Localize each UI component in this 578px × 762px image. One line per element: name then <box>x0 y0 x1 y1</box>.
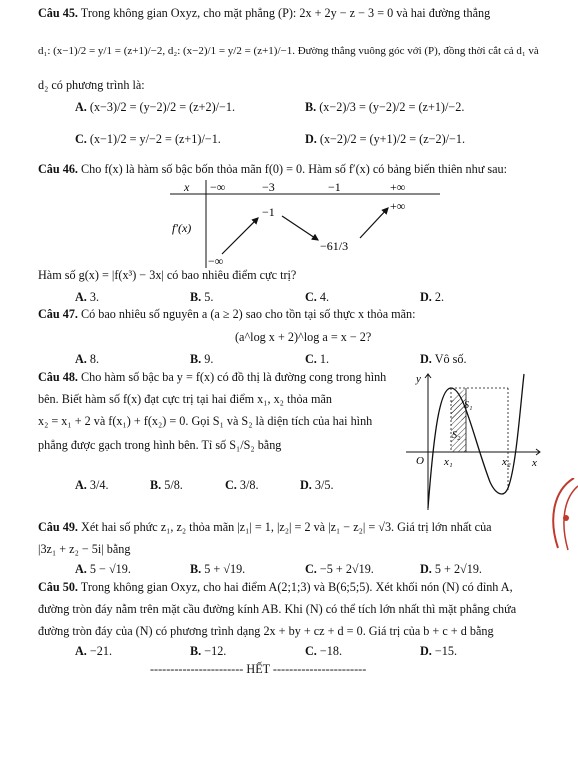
q47-option-b[interactable] <box>190 352 213 367</box>
q48-line3: x₂ = x₁ + 2 và f(x₁) + f(x₂) = 0. Gọi S₁ và S₂ là diện tích của hai hình <box>38 414 373 428</box>
q50-option-b[interactable] <box>190 644 226 659</box>
q47-line1 <box>38 307 416 322</box>
q46-line1 <box>38 162 507 177</box>
q46-option-a[interactable] <box>75 290 99 305</box>
q46-text1: Cho f(x) là hàm số bậc bốn thỏa mãn f(0) = 0. Hàm số f′(x) có bảng biến thiên như sau: <box>81 162 508 176</box>
option-text: −5 + 2√19. <box>319 562 374 576</box>
red-stamp-icon <box>544 478 578 558</box>
option-text: 3. <box>89 290 100 304</box>
table-local-max: −1 <box>262 205 275 219</box>
option-label: B. <box>150 478 162 492</box>
option-label: D. <box>420 562 432 576</box>
q49-option-c[interactable] <box>305 562 374 577</box>
option-label: B. <box>190 290 202 304</box>
option-label: C. <box>225 478 237 492</box>
option-text: (x−2)/3 = (y−2)/2 = (z+1)/−2. <box>319 100 465 114</box>
q48-option-c[interactable] <box>225 478 259 493</box>
q49-line2: |3z₁ + z₂ − 5i| bằng <box>38 542 131 556</box>
table-x-neg3: −3 <box>262 180 275 194</box>
table-fprime-label: f′(x) <box>172 221 192 235</box>
q48-label: Câu 48. <box>38 370 78 384</box>
q48-option-b[interactable] <box>150 478 183 493</box>
end-marker: ----------------------- HẾT ----------------------- <box>150 662 367 676</box>
q48-option-a[interactable] <box>75 478 109 493</box>
q45-line2: d₁: (x−1)/2 = y/1 = (z+1)/−2, d₂: (x−2)/1 = y/2 = (z+1)/−1. Đường thẳng vuông góc với (P), đồng thời cắt cả d₁ và <box>38 45 539 57</box>
option-label: D. <box>420 352 432 366</box>
graph-s1-label: S₁ <box>464 400 473 411</box>
q50-line3: đường tròn đáy của (N) có phương trình dạng 2x + by + cz + d = 0. Giá trị của b + c + d bằng <box>38 624 494 638</box>
q47-text1: Có bao nhiêu số nguyên a (a ≥ 2) sao cho tồn tại số thực x thỏa mãn: <box>81 307 416 321</box>
option-text: −12. <box>204 644 227 658</box>
q45-option-a[interactable] <box>75 100 235 115</box>
option-text: 1. <box>319 352 330 366</box>
q49-option-d[interactable] <box>420 562 482 577</box>
option-label: B. <box>190 562 202 576</box>
option-text: (x−3)/2 = (y−2)/2 = (z+2)/−1. <box>89 100 236 114</box>
option-text: 3/4. <box>89 478 109 492</box>
table-x-neg1: −1 <box>328 180 341 194</box>
q45-line3: d₂ có phương trình là: <box>38 78 145 92</box>
option-label: A. <box>75 562 87 576</box>
option-label: B. <box>305 100 317 114</box>
option-label: D. <box>420 644 432 658</box>
q45-line1 <box>38 6 490 21</box>
q45-text1: Trong không gian Oxyz, cho mặt phẳng (P): 2x + 2y − z − 3 = 0 và hai đường thẳng <box>80 6 491 20</box>
option-text: 5 − √19. <box>89 562 131 576</box>
option-label: D. <box>305 132 317 146</box>
option-label: C. <box>305 352 317 366</box>
q50-label: Câu 50. <box>38 580 78 594</box>
option-label: D. <box>300 478 312 492</box>
q45-label: Câu 45. <box>38 6 78 20</box>
q45-option-d[interactable] <box>305 132 465 147</box>
q46-option-c[interactable] <box>305 290 329 305</box>
option-label: D. <box>420 290 432 304</box>
graph-x2-label: x₂ <box>502 456 511 468</box>
q46-label: Câu 46. <box>38 162 78 176</box>
q48-text1: Cho hàm số bậc ba y = f(x) có đồ thị là đường cong trong hình <box>81 370 387 384</box>
q47-equation: (a^log x + 2)^log a = x − 2? <box>235 330 372 344</box>
option-text: (x−2)/2 = (y+1)/2 = (z−2)/−1. <box>319 132 466 146</box>
table-top-right: +∞ <box>390 199 406 213</box>
table-x-neg-inf: −∞ <box>210 180 226 194</box>
table-bottom-left: −∞ <box>208 254 224 268</box>
option-text: 5 + √19. <box>204 562 246 576</box>
table-x-label: x <box>184 180 190 194</box>
q48-line2: bên. Biết hàm số f(x) đạt cực trị tại hai điểm x₁, x₂ thỏa mãn <box>38 392 332 406</box>
q46-option-d[interactable] <box>420 290 444 305</box>
option-label: C. <box>305 644 317 658</box>
q47-option-d[interactable] <box>420 352 467 367</box>
q47-option-a[interactable] <box>75 352 99 367</box>
option-text: 3/5. <box>314 478 334 492</box>
option-label: A. <box>75 100 87 114</box>
q50-option-a[interactable] <box>75 644 112 659</box>
option-text: 9. <box>204 352 214 366</box>
q49-option-a[interactable] <box>75 562 131 577</box>
option-text: 3/8. <box>239 478 259 492</box>
option-label: C. <box>305 290 317 304</box>
option-label: C. <box>305 562 317 576</box>
graph-x-label: x <box>532 457 537 469</box>
table-x-pos-inf: +∞ <box>390 180 406 194</box>
option-text: 5. <box>204 290 214 304</box>
q45-option-c[interactable] <box>75 132 221 147</box>
graph-x1-label: x₁ <box>444 456 453 468</box>
option-label: A. <box>75 644 87 658</box>
option-label: A. <box>75 478 87 492</box>
option-label: A. <box>75 352 87 366</box>
q49-option-b[interactable] <box>190 562 245 577</box>
option-text: 8. <box>89 352 100 366</box>
q47-label: Câu 47. <box>38 307 78 321</box>
q50-line2: đường tròn đáy nằm trên mặt cầu đường kính AB. Khi (N) có thể tích lớn nhất thì mặt phẳng chứa <box>38 602 517 616</box>
option-text: 4. <box>319 290 330 304</box>
q47-option-c[interactable] <box>305 352 329 367</box>
q50-line1 <box>38 580 513 595</box>
cubic-graph <box>404 370 544 512</box>
option-text: −15. <box>434 644 458 658</box>
q49-line1 <box>38 520 492 535</box>
table-local-min: −61/3 <box>320 239 349 253</box>
q50-option-c[interactable] <box>305 644 342 659</box>
graph-origin-label: O <box>416 455 424 467</box>
q50-option-d[interactable] <box>420 644 457 659</box>
q48-line4: phẳng được gạch trong hình bên. Tỉ số S₁/S₂ bằng <box>38 438 282 452</box>
option-text: −21. <box>89 644 113 658</box>
option-label: A. <box>75 290 87 304</box>
option-text: −18. <box>319 644 343 658</box>
option-text: 2. <box>434 290 445 304</box>
q49-text1: Xét hai số phức z₁, z₂ thỏa mãn |z₁| = 1, |z₂| = 2 và |z₁ − z₂| = √3. Giá trị lớn nhất của <box>81 520 492 534</box>
option-text: Vô số. <box>434 352 467 366</box>
graph-s2-label: S₂ <box>452 430 461 441</box>
option-label: C. <box>75 132 87 146</box>
q50-text1: Trong không gian Oxyz, cho hai điểm A(2;1;3) và B(6;5;5). Xét khối nón (N) có đỉnh A, <box>80 580 513 594</box>
option-text: 5/8. <box>164 478 183 492</box>
option-text: 5 + 2√19. <box>434 562 482 576</box>
q46-line2: Hàm số g(x) = |f(x³) − 3x| có bao nhiêu điểm cực trị? <box>38 268 297 282</box>
q48-line1 <box>38 370 386 385</box>
graph-y-label: y <box>416 373 421 385</box>
q48-option-d[interactable] <box>300 478 334 493</box>
option-label: B. <box>190 644 202 658</box>
option-text: (x−1)/2 = y/−2 = (z+1)/−1. <box>89 132 221 146</box>
option-label: B. <box>190 352 202 366</box>
q45-option-b[interactable] <box>305 100 464 115</box>
q49-label: Câu 49. <box>38 520 78 534</box>
variation-table <box>170 176 440 268</box>
q46-option-b[interactable] <box>190 290 213 305</box>
